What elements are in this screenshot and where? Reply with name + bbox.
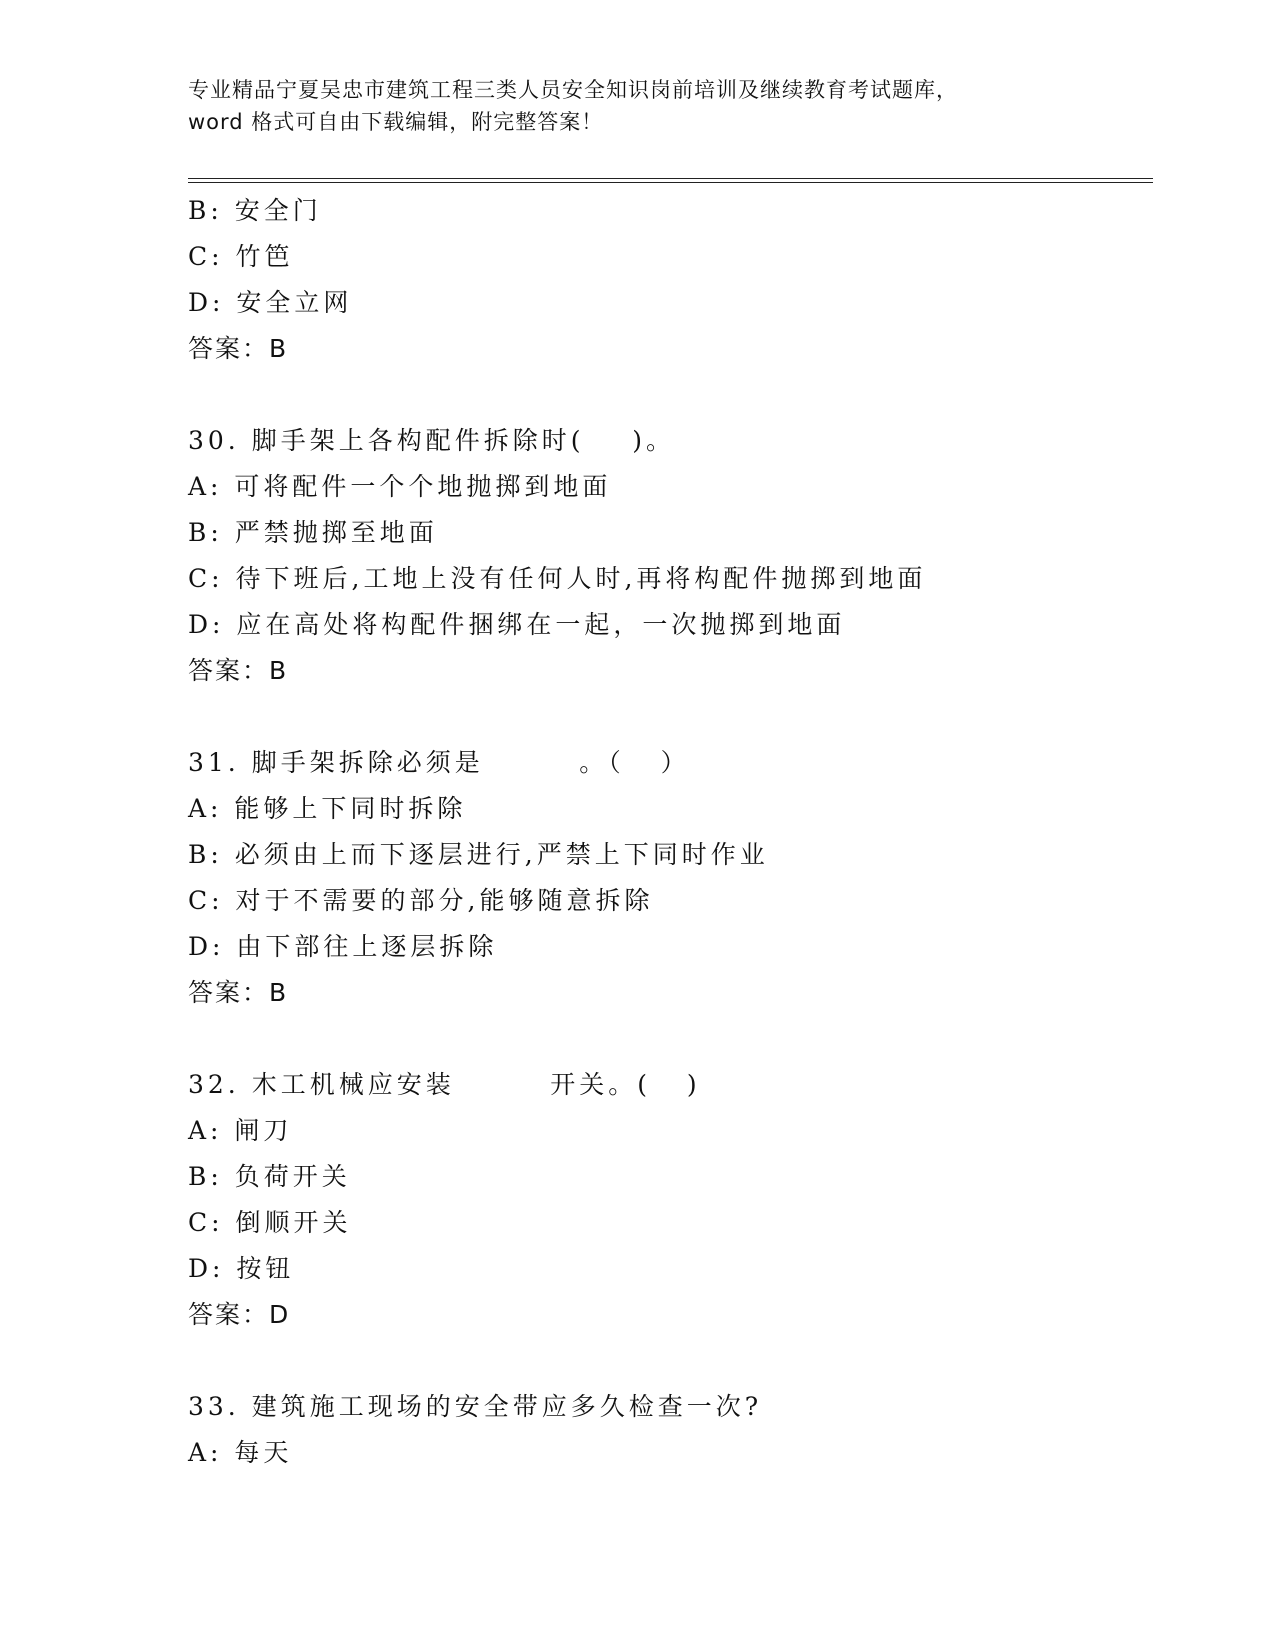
header-divider-top [188, 178, 1153, 179]
answer-line: 答案：B [188, 656, 289, 685]
option-d: D: 按钮 [188, 1254, 295, 1283]
option-d: D: 应在高处将构配件捆绑在一起，一次抛掷到地面 [188, 610, 846, 639]
question-stem: 33. 建筑施工现场的安全带应多久检查一次? [188, 1392, 763, 1421]
option-d: D: 安全立网 [188, 288, 353, 317]
answer-line: 答案：D [188, 1300, 291, 1329]
question-32 [188, 1062, 1148, 1338]
option-d: D: 由下部往上逐层拆除 [188, 932, 498, 961]
option-a: A: 可将配件一个个地抛掷到地面 [188, 472, 612, 501]
question-list [188, 188, 1148, 1476]
option-b: B: 必须由上而下逐层进行,严禁上下同时作业 [188, 840, 769, 869]
question-stem: 31. 脚手架拆除必须是 。（ ） [188, 748, 690, 777]
answer-line: 答案：B [188, 334, 289, 363]
question-30 [188, 418, 1148, 694]
option-c: C: 竹笆 [188, 242, 294, 271]
document-header [188, 74, 1088, 138]
header-line-2: word 格式可自由下载编辑，附完整答案！ [188, 110, 604, 134]
option-b: B: 严禁抛掷至地面 [188, 518, 438, 547]
answer-line: 答案：B [188, 978, 289, 1007]
option-b: B: 负荷开关 [188, 1162, 351, 1191]
question-31 [188, 740, 1148, 1016]
question-33 [188, 1384, 1148, 1476]
question-stem: 32. 木工机械应安装 开关。( ) [188, 1070, 701, 1099]
header-divider-bottom [188, 182, 1153, 183]
option-b: B: 安全门 [188, 196, 322, 225]
partial-question [188, 188, 1148, 372]
option-a: A: 闸刀 [188, 1116, 293, 1145]
option-a: A: 能够上下同时拆除 [188, 794, 467, 823]
option-c: C: 待下班后,工地上没有任何人时,再将构配件抛掷到地面 [188, 564, 927, 593]
question-stem: 30. 脚手架上各构配件拆除时( )。 [188, 426, 676, 455]
option-c: C: 倒顺开关 [188, 1208, 352, 1237]
option-c: C: 对于不需要的部分,能够随意拆除 [188, 886, 654, 915]
header-line-1: 专业精品宁夏吴忠市建筑工程三类人员安全知识岗前培训及继续教育考试题库， [188, 78, 958, 102]
option-a: A: 每天 [188, 1438, 293, 1467]
